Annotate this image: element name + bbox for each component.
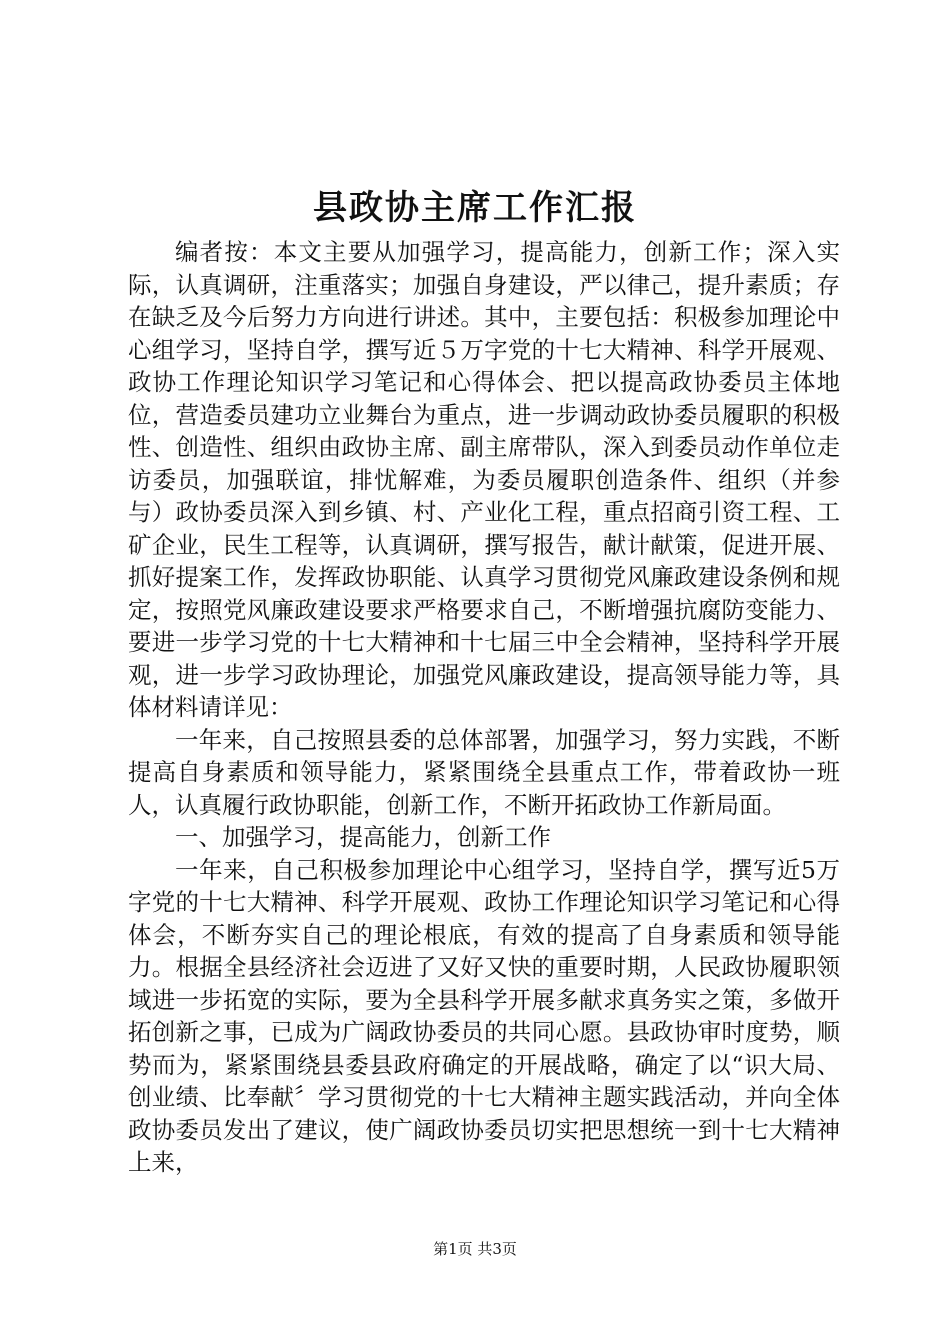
document-body: [128, 236, 840, 1179]
page-number-footer: 第1页 共3页: [433, 1240, 517, 1258]
section-paragraph: 一年来，自己积极参加理论中心组学习，坚持自学，撰写近5万字党的十七大精神、科学开展观、政协工作理论知识学习笔记和心得体会，不断夯实自己的理论根底，有效的提高了自身素质和领导能力。根据全县经济社会迈进了又好又快的重要时期，人民政协履职领域进一步拓宽的实际，要为全县科学开展多献求真务实之策，多做开拓创新之事，已成为广阔政协委员的共同心愿。县政协审时度势，顺势而为，紧紧围绕县委县政府确定的开展战略，确定了以“识大局、创业绩、比奉献〞学习贯彻党的十七大精神主题实践活动，并向全体政协委员发出了建议，使广阔政协委员切实把思想统一到十七大精神上来，: [128, 855, 840, 1176]
intro-paragraph: 一年来，自己按照县委的总体部署，加强学习，努力实践，不断提高自身素质和领导能力，紧紧围绕全县重点工作，带着政协一班人，认真履行政协职能，创新工作，不断开拓政协工作新局面。: [128, 725, 840, 819]
editor-note-paragraph: 编者按：本文主要从加强学习，提高能力，创新工作；深入实际，认真调研，注重落实；加强自身建设，严以律己，提升素质；存在缺乏及今后努力方向进行讲述。其中，主要包括：积极参加理论中心组学习，坚持自学，撰写近５万字党的十七大精神、科学开展观、政协工作理论知识学习笔记和心得体会、把以提高政协委员主体地位，营造委员建功立业舞台为重点，进一步调动政协委员履职的积极性、创造性、组织由政协主席、副主席带队，深入到委员动作单位走访委员，加强联谊，排忧解难，为委员履职创造条件、组织（并参与）政协委员深入到乡镇、村、产业化工程，重点招商引资工程、工矿企业，民生工程等，认真调研，撰写报告，献计献策，促进开展、抓好提案工作，发挥政协职能、认真学习贯彻党风廉政建设条例和规定，按照党风廉政建设要求严格要求自己，不断增强抗腐防变能力、要进一步学习党的十七大精神和十七届三中全会精神，坚持科学开展观，进一步学习政协理论，加强党风廉政建设，提高领导能力等，具体材料请详见：: [128, 238, 840, 721]
document-title: 县政协主席工作汇报: [313, 188, 637, 228]
section-heading: 一、加强学习，提高能力，创新工作: [175, 823, 551, 851]
